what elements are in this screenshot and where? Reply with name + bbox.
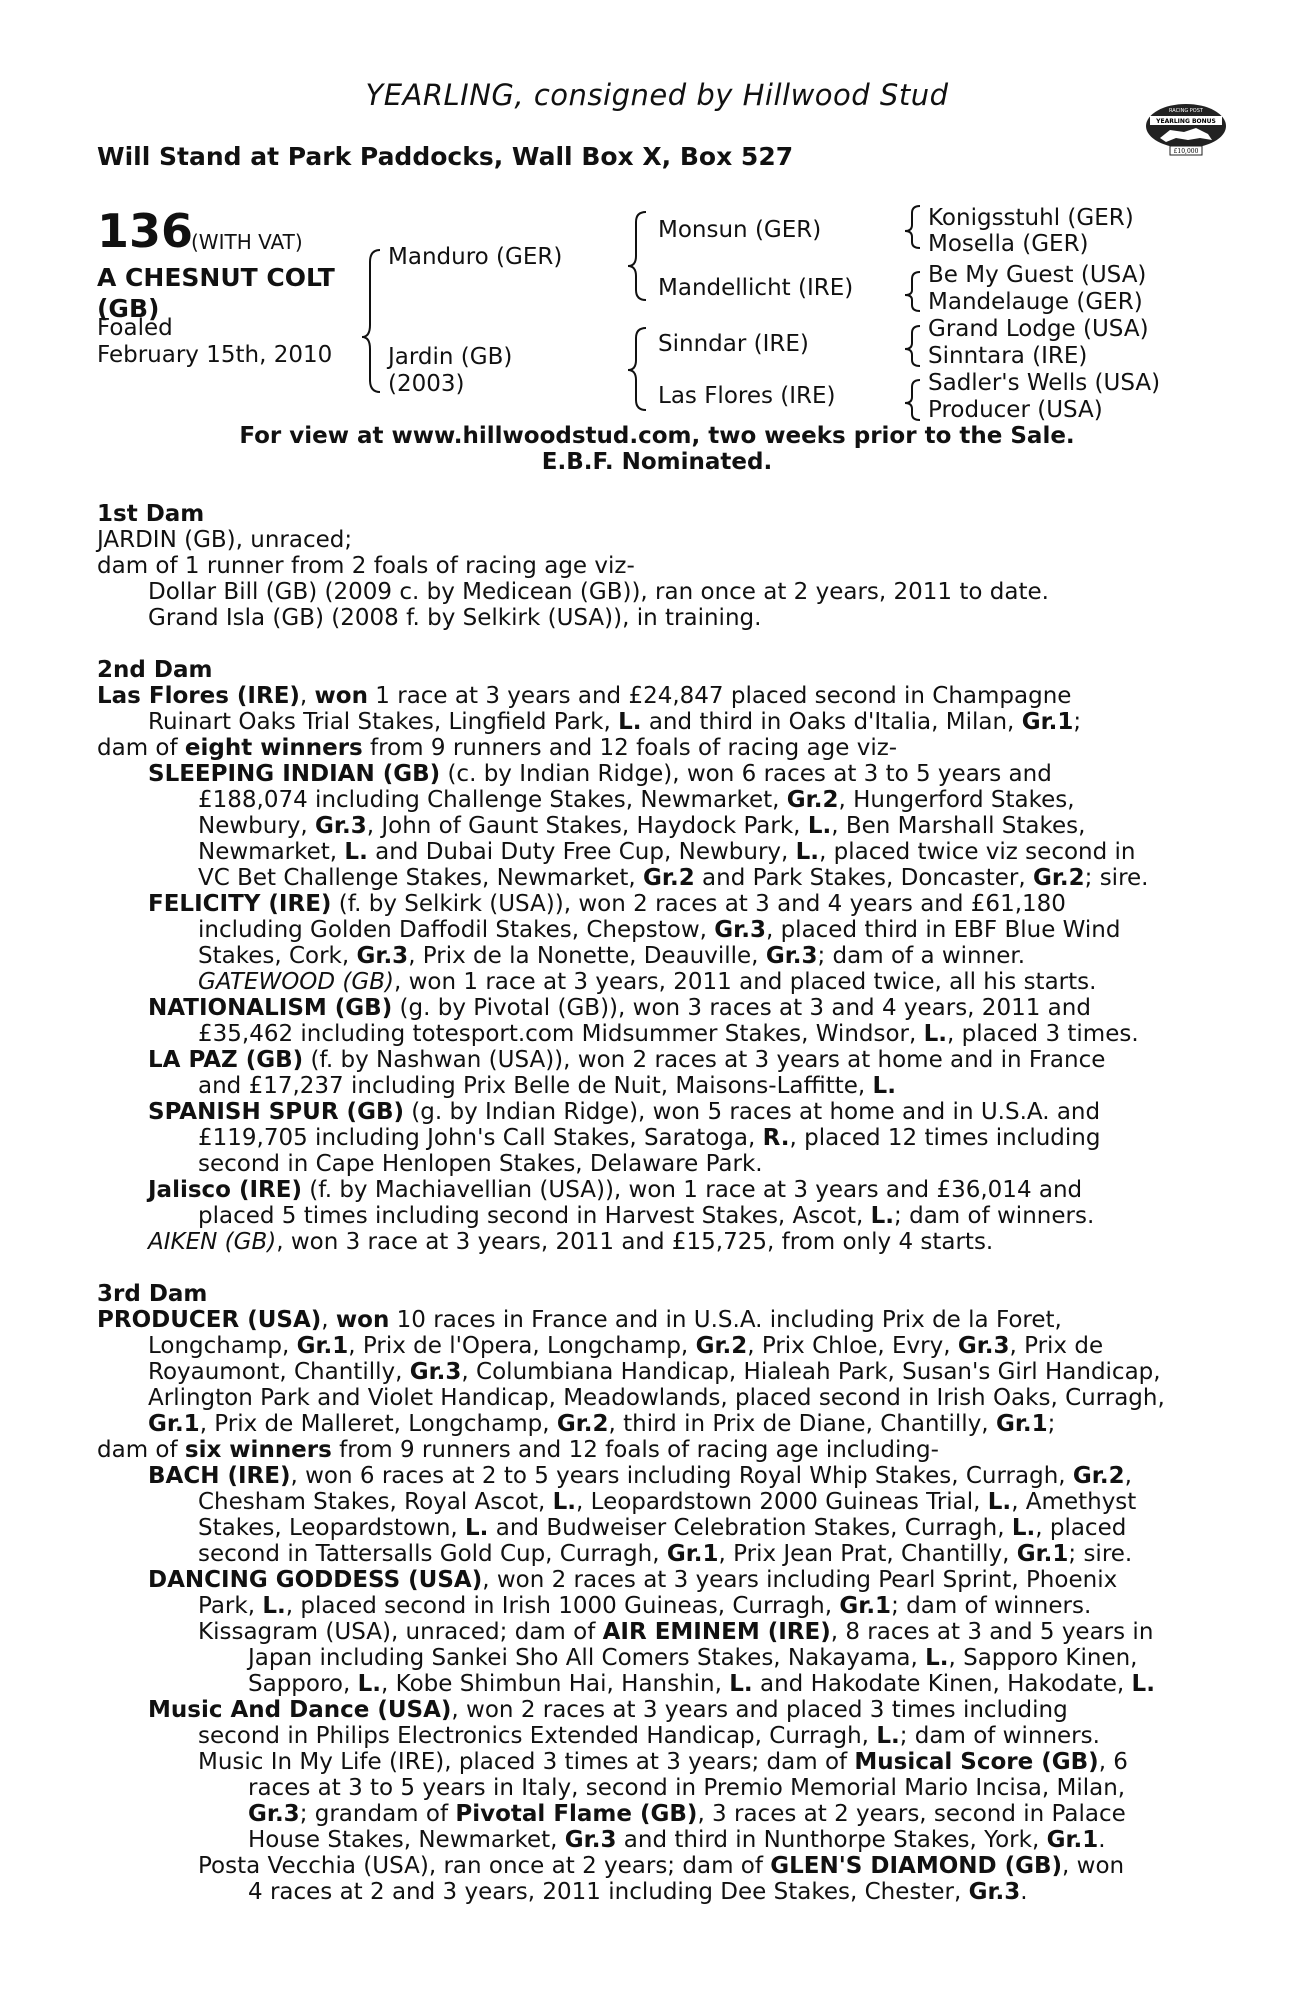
horse-name: DANCING GODDESS (USA) (148, 1567, 483, 1593)
third-dam-line: Sapporo, L., Kobe Shimbun Hai, Hanshin, L. and Hakodate Kinen, Hakodate, L. (248, 1671, 1155, 1697)
stand-location: Will Stand at Park Paddocks, Wall Box X, Box 527 (97, 142, 794, 171)
third-dam-line: Music In My Life (IRE), placed 3 times at 3 years; dam of Musical Score (GB), 6 (198, 1749, 1128, 1775)
horse-name: Music And Dance (USA) (148, 1697, 452, 1723)
badge-amount: £10,000 (1173, 148, 1199, 155)
second-dam-heading: 2nd Dam (97, 657, 213, 683)
second-dam-line: LA PAZ (GB) (f. by Nashwan (USA)), won 2 races at 3 years at home and in France (148, 1047, 1106, 1073)
dam-year: (2003) (388, 371, 465, 397)
second-dam-line: GATEWOOD (GB), won 1 race at 3 years, 2011 and placed twice, all his starts. (198, 969, 1097, 995)
second-dam-line: AIKEN (GB), won 3 race at 3 years, 2011 and £15,725, from only 4 starts. (148, 1229, 994, 1255)
third-dam-line: House Stakes, Newmarket, Gr.3 and third in Nunthorpe Stakes, York, Gr.1. (248, 1827, 1106, 1853)
third-dam-heading: 3rd Dam (97, 1281, 208, 1307)
badge-mid-text: YEARLING BONUS (1156, 118, 1216, 125)
first-dam-heading: 1st Dam (97, 501, 205, 527)
dam-name: Jardin (GB) (388, 344, 513, 370)
third-dam-line: Music And Dance (USA), won 2 races at 3 years and placed 3 times including (148, 1697, 1068, 1723)
dam-dam: Las Flores (IRE) (658, 383, 836, 409)
second-dam-line: Newmarket, L. and Dubai Duty Free Cup, Newbury, L., placed twice viz second in (198, 839, 1136, 865)
third-dam-line: Arlington Park and Violet Handicap, Meadowlands, placed second in Irish Oaks, Curragh, (148, 1385, 1165, 1411)
second-dam-line: second in Cape Henlopen Stakes, Delaware Park. (198, 1151, 763, 1177)
lot-number: 136 (97, 204, 194, 258)
third-dam-line: 4 races at 2 and 3 years, 2011 including Dee Stakes, Chester, Gr.3. (248, 1879, 1028, 1905)
brace-dam (628, 328, 646, 410)
foaled-date: February 15th, 2010 (97, 342, 333, 368)
horse-name: AIKEN (GB) (148, 1229, 277, 1255)
brace-sd (905, 272, 920, 311)
sss: Konigsstuhl (GER) (928, 205, 1134, 231)
second-dam-line: VC Bet Challenge Stakes, Newmarket, Gr.2 and Park Stakes, Doncaster, Gr.2; sire. (198, 865, 1149, 891)
brace-sire-dam (362, 250, 380, 392)
horse-name: AIR EMINEM (IRE) (602, 1619, 831, 1645)
third-dam-line: Royaumont, Chantilly, Gr.3, Columbiana Handicap, Hialeah Park, Susan's Girl Handicap, (148, 1359, 1161, 1385)
horse-name: PRODUCER (USA) (97, 1307, 322, 1333)
third-dam-line: Japan including Sankei Sho All Comers Stakes, Nakayama, L., Sapporo Kinen, (248, 1645, 1138, 1671)
brace-ss (905, 206, 920, 248)
second-dam-line: FELICITY (IRE) (f. by Selkirk (USA)), won 2 races at 3 and 4 years and £61,180 (148, 891, 1066, 917)
foaled-label: Foaled (97, 315, 173, 341)
first-dam-line: Grand Isla (GB) (2008 f. by Selkirk (USA)), in training. (148, 605, 762, 631)
third-dam-line: Chesham Stakes, Royal Ascot, L., Leopardstown 2000 Guineas Trial, L., Amethyst (198, 1489, 1137, 1515)
second-dam-line: Stakes, Cork, Gr.3, Prix de la Nonette, Deauville, Gr.3; dam of a winner. (198, 943, 1026, 969)
ebf-note: E.B.F. Nominated. (541, 449, 773, 475)
horse-name: GLEN'S DIAMOND (GB) (770, 1853, 1063, 1879)
ssd: Mosella (GER) (928, 231, 1089, 257)
second-dam-line: Jalisco (IRE) (f. by Machiavellian (USA)), won 1 race at 3 years and £36,014 and (148, 1177, 1083, 1203)
lot-name-line2: (GB) (97, 294, 160, 323)
third-dam-line: DANCING GODDESS (USA), won 2 races at 3 years including Pearl Sprint, Phoenix (148, 1567, 1118, 1593)
horse-name: SPANISH SPUR (GB) (148, 1099, 404, 1125)
third-dam-line: dam of six winners from 9 runners and 12 foals of racing age including- (97, 1437, 939, 1463)
second-dam-line: £188,074 including Challenge Stakes, Newmarket, Gr.2, Hungerford Stakes, (198, 787, 1075, 813)
horse-name: LA PAZ (GB) (148, 1047, 304, 1073)
sire-sire: Monsun (GER) (658, 217, 822, 243)
third-dam-line: PRODUCER (USA), won 10 races in France and in U.S.A. including Prix de la Foret, (97, 1307, 1062, 1333)
dsd: Sinntara (IRE) (928, 343, 1088, 369)
third-dam-line: Gr.1, Prix de Malleret, Longchamp, Gr.2, third in Prix de Diane, Chantilly, Gr.1; (148, 1411, 1056, 1437)
dam-sire: Sinndar (IRE) (658, 331, 809, 357)
second-dam-line: £119,705 including John's Call Stakes, Saratoga, R., placed 12 times including (198, 1125, 1101, 1151)
second-dam-line: and £17,237 including Prix Belle de Nuit, Maisons-Laffitte, L. (198, 1073, 896, 1099)
second-dam-line: including Golden Daffodil Stakes, Chepstow, Gr.3, placed third in EBF Blue Wind (198, 917, 1121, 943)
third-dam-line: Kissagram (USA), unraced; dam of AIR EMINEM (IRE), 8 races at 3 and 5 years in (198, 1619, 1154, 1645)
third-dam-line: second in Philips Electronics Extended Handicap, Curragh, L.; dam of winners. (198, 1723, 1100, 1749)
brace-ds (905, 326, 920, 366)
sire-dam: Mandellicht (IRE) (658, 275, 854, 301)
second-dam-line: Ruinart Oaks Trial Stakes, Lingfield Park, L. and third in Oaks d'Italia, Milan, Gr.1; (148, 709, 1082, 735)
second-dam-line: Las Flores (IRE), won 1 race at 3 years and £24,847 placed second in Champagne (97, 683, 1072, 709)
second-dam-line: Newbury, Gr.3, John of Gaunt Stakes, Haydock Park, L., Ben Marshall Stakes, (198, 813, 1086, 839)
brace-dd (905, 380, 920, 420)
first-dam-line: JARDIN (GB), unraced; (97, 527, 353, 553)
third-dam-line: Posta Vecchia (USA), ran once at 2 years; dam of GLEN'S DIAMOND (GB), won (198, 1853, 1125, 1879)
horse-name: NATIONALISM (GB) (148, 995, 393, 1021)
third-dam-line: races at 3 to 5 years in Italy, second in Premio Memorial Mario Incisa, Milan, (248, 1775, 1126, 1801)
lot-name-line1: A CHESNUT COLT (97, 263, 335, 292)
second-dam-line: NATIONALISM (GB) (g. by Pivotal (GB)), won 3 races at 3 and 4 years, 2011 and (148, 995, 1091, 1021)
third-dam-line: BACH (IRE), won 6 races at 2 to 5 years including Royal Whip Stakes, Curragh, Gr.2, (148, 1463, 1132, 1489)
page-title: YEARLING, consigned by Hillwood Stud (365, 78, 949, 112)
dss: Grand Lodge (USA) (928, 316, 1149, 342)
sire-name: Manduro (GER) (388, 244, 563, 270)
second-dam-line: dam of eight winners from 9 runners and 12 foals of racing age viz- (97, 735, 898, 761)
third-dam-line: Park, L., placed second in Irish 1000 Guineas, Curragh, Gr.1; dam of winners. (198, 1593, 1092, 1619)
view-note: For view at www.hillwoodstud.com, two weeks prior to the Sale. (239, 423, 1075, 449)
dds: Sadler's Wells (USA) (928, 370, 1161, 396)
horse-name: Jalisco (IRE) (148, 1177, 302, 1203)
brace-sire (628, 212, 646, 300)
horse-name: Pivotal Flame (GB) (455, 1801, 698, 1827)
horse-name: Musical Score (GB) (854, 1749, 1099, 1775)
second-dam-line: £35,462 including totesport.com Midsummer Stakes, Windsor, L., placed 3 times. (198, 1021, 1139, 1047)
vat-label: (WITH VAT) (191, 230, 303, 254)
badge-top-text: RACING POST (1169, 108, 1203, 114)
first-dam-line: Dollar Bill (GB) (2009 c. by Medicean (GB)), ran once at 2 years, 2011 to date. (148, 579, 1049, 605)
first-dam-line: dam of 1 runner from 2 foals of racing age viz- (97, 553, 635, 579)
third-dam-line: Stakes, Leopardstown, L. and Budweiser Celebration Stakes, Curragh, L., placed (198, 1515, 1127, 1541)
third-dam-line: second in Tattersalls Gold Cup, Curragh, Gr.1, Prix Jean Prat, Chantilly, Gr.1; sire. (198, 1541, 1133, 1567)
third-dam-line: Gr.3; grandam of Pivotal Flame (GB), 3 races at 2 years, second in Palace (248, 1801, 1126, 1827)
sds: Be My Guest (USA) (928, 262, 1147, 288)
second-dam-line: SLEEPING INDIAN (GB) (c. by Indian Ridge), won 6 races at 3 to 5 years and (148, 761, 1052, 787)
second-dam-line: placed 5 times including second in Harvest Stakes, Ascot, L.; dam of winners. (198, 1203, 1095, 1229)
horse-name: SLEEPING INDIAN (GB) (148, 761, 441, 787)
horse-name: Las Flores (IRE) (97, 683, 300, 709)
horse-name: BACH (IRE) (148, 1463, 291, 1489)
third-dam-line: Longchamp, Gr.1, Prix de l'Opera, Longchamp, Gr.2, Prix Chloe, Evry, Gr.3, Prix de (148, 1333, 1104, 1359)
second-dam-line: SPANISH SPUR (GB) (g. by Indian Ridge), won 5 races at home and in U.S.A. and (148, 1099, 1101, 1125)
sdd: Mandelauge (GER) (928, 289, 1143, 315)
ddd: Producer (USA) (928, 397, 1103, 423)
horse-name: GATEWOOD (GB) (198, 969, 394, 995)
horse-name: FELICITY (IRE) (148, 891, 332, 917)
